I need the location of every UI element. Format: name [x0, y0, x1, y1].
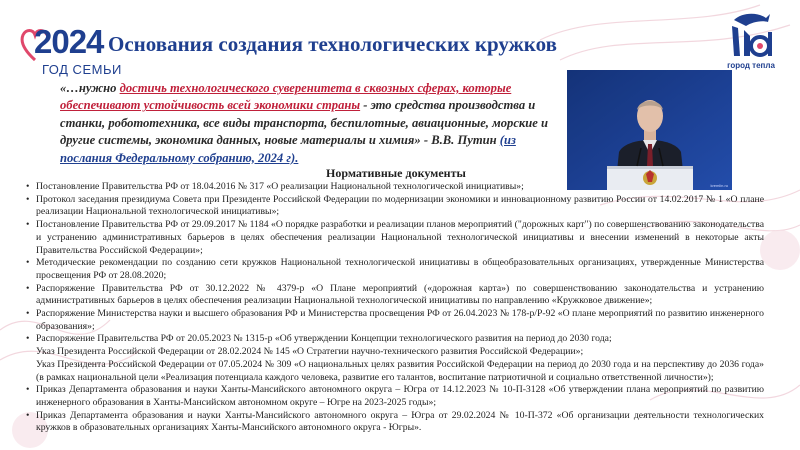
- document-item: [26, 219, 764, 257]
- putin-quote: [60, 80, 552, 167]
- quote-highlight: достичь технологического суверенитета в сквозных сферах, которые обеспечивают устойчивость всей экономики страны: [60, 81, 512, 113]
- bullet-icon: •: [26, 219, 30, 231]
- document-item: [26, 308, 764, 333]
- bullet-icon: •: [26, 193, 30, 205]
- surgut-caption: город тепла: [727, 61, 775, 70]
- document-item: [26, 346, 764, 359]
- document-item: [26, 283, 764, 308]
- president-photo-illustration: [567, 70, 732, 190]
- page-title: Основания создания технологических кружков: [108, 32, 557, 56]
- surgut-emblem-icon: [712, 6, 790, 62]
- document-text: Протокол заседания президиума Совета при Президенте Российской Федерации по модернизации экономики и инновационному развитию России от 14.02.2017 № 1 «О плане реализации Национальной технологической инициативы»;: [36, 193, 764, 218]
- logo-year: 2024: [34, 23, 104, 60]
- speech-photo: [567, 70, 732, 190]
- documents-heading: Нормативные документы: [326, 166, 466, 180]
- document-text: Постановление Правительства РФ от 18.04.2016 № 317 «О реализации Национальной технологической инициативы»;: [36, 181, 524, 192]
- quote-open: «…нужно: [60, 81, 120, 95]
- bullet-icon: •: [26, 384, 30, 396]
- document-text: Приказ Департамента образования и науки Ханты-Мансийского автономного округа – Югра от 29.02.2024 № 10-П-372 «Об организации деятельности технологических кружков в образовательных организациях Ханты-Мансийского автономного округа - Югры».: [36, 409, 764, 434]
- document-text: Указ Президента Российской Федерации от 28.02.2024 № 145 «О Стратегии научно-технического развития Российской Федерации»;: [36, 346, 584, 358]
- quote-rest: - это средства производства и станки, робототехника, все виды транспорта, беспилотные, авиационные, морские и другие системы, экономика данных, новые материалы и химия» - В.В. Путин: [60, 98, 549, 148]
- bullet-icon: •: [26, 409, 30, 421]
- bullet-icon: •: [26, 181, 30, 192]
- photo-caption: kremlin.ru: [710, 183, 728, 188]
- document-item: [26, 194, 764, 219]
- document-text: Методические рекомендации по созданию сети кружков Национальной технологической инициативы в общеобразовательных организациях, утвержденные Министерства просвещения РФ от 28.08.2020;: [36, 257, 764, 281]
- document-text: Приказ Департамента образования и науки Ханты-Мансийского автономного округа – Югра от 14.12.2023 № 10-П-3128 «Об утверждении плана мероприятий по развитию инженерного образования в Ханты-Мансийском автономном округе – Югре на 2023-2025 годы»;: [36, 384, 764, 408]
- bullet-icon: •: [26, 282, 30, 294]
- document-item: [26, 181, 764, 194]
- bullet-icon: •: [26, 257, 30, 269]
- document-text: Постановление Правительства РФ от 29.09.2017 № 1184 «О порядке разработки и реализации планов мероприятий ("дорожных карт") по совершенствованию законодательства и устранению административных барьеров в целях обеспечения реализации Национальной технологической инициативы и внесении изменений в некоторые акты Правительства Российской Федерации»;: [36, 219, 764, 256]
- document-item: [26, 359, 764, 384]
- year-of-family-logo: [20, 22, 122, 82]
- document-text: Указ Президента Российской Федерации от 07.05.2024 № 309 «О национальных целях развития Российской Федерации на период до 2030 года и на перспективу до 2036 года» (в рамках национальной цели «Реализация потенциала каждого человека, развитие его талантов, воспитание патриотичной и социально ответственной личности»);: [36, 358, 764, 383]
- document-item: [26, 410, 764, 435]
- document-item: [26, 333, 764, 346]
- document-text: Распоряжение Правительства РФ от 30.12.2022 № 4379-р «О Плане мероприятий («дорожная карта») по совершенствованию законодательства и устранению административных барьеров в целях обеспечения реализации Национальной технологической инициативы по направлению «Кружковое движение»;: [36, 282, 764, 307]
- document-item: [26, 384, 764, 409]
- bullet-icon: •: [26, 333, 30, 345]
- document-item: [26, 257, 764, 282]
- surgut-logo: [712, 6, 790, 76]
- document-text: Распоряжение Министерства науки и высшего образования РФ и Министерства просвещения РФ от 26.04.2023 № 178-р/Р-92 «О плане мероприятий по развитию инженерного образования»;: [36, 308, 764, 332]
- documents-list: [26, 181, 764, 435]
- bullet-icon: •: [26, 308, 30, 320]
- quote-source: (из послания Федеральному собранию, 2024 г).: [60, 133, 516, 165]
- document-text: Распоряжение Правительства РФ от 20.05.2023 № 1315-р «Об утверждении Концепции технологического развития на период до 2030 года;: [36, 333, 612, 345]
- logo-subtitle: ГОД СЕМЬИ: [42, 62, 122, 77]
